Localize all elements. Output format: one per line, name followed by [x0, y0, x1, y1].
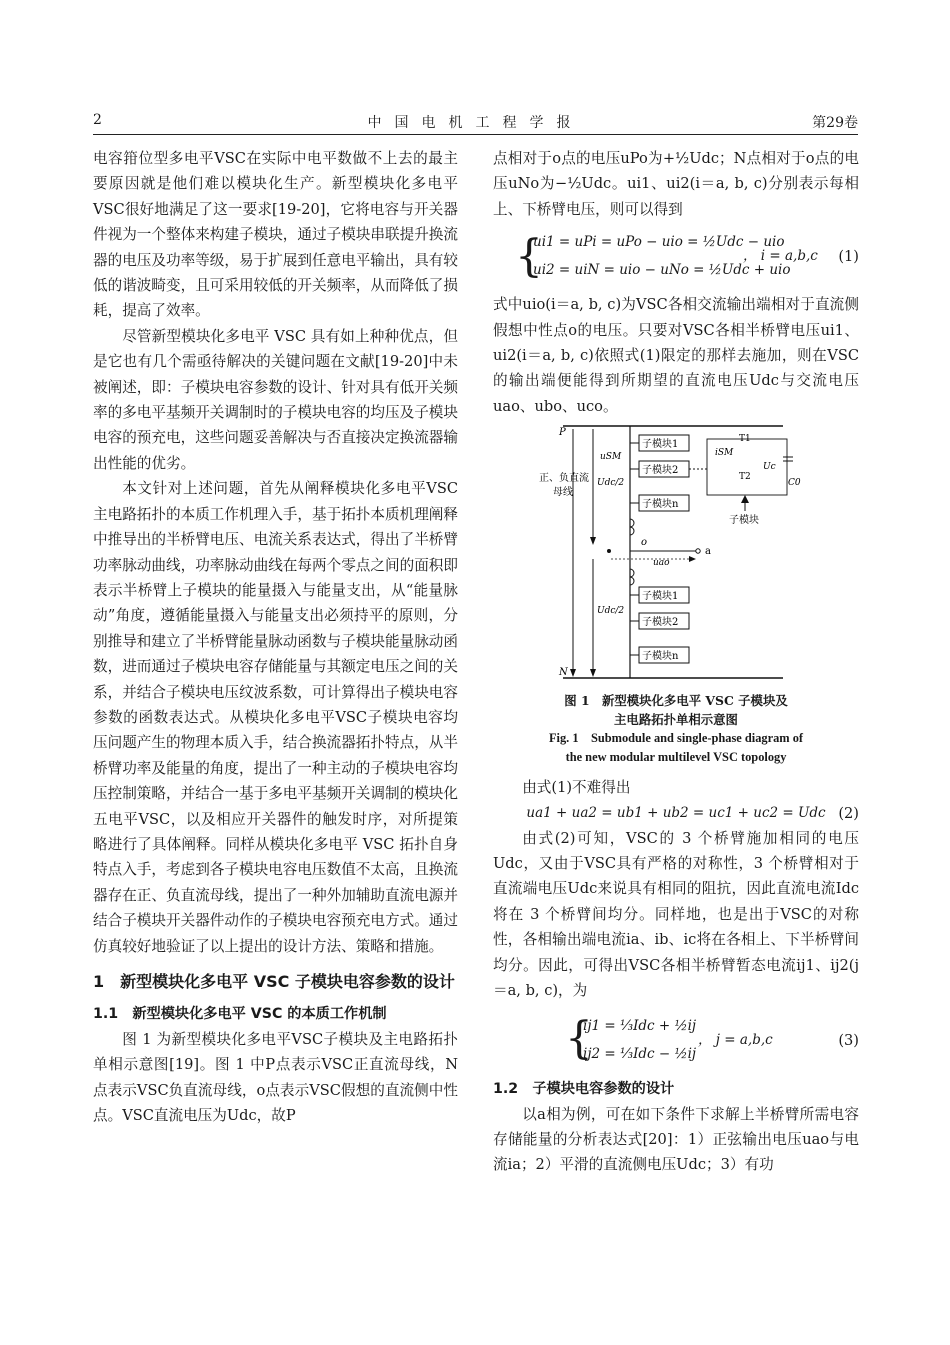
node-P: P — [559, 427, 566, 439]
udc-half-bottom: Udc/2 — [597, 606, 625, 617]
paragraph: 电容箝位型多电平VSC在实际中电平数做不上去的最主要原因就是他们难以模块化生产。新型模块化多电平VSC很好地满足了这一要求[19-20]，它将电容与开关器件视为一个整体来构建子模块，通过子模块串联提升换流器的电压及功率等级，易于扩展到任意电平输出，具有较低的谐波畸变，且可采用较低的开关频率，从而降低了损耗，提高了效率。 — [93, 150, 458, 320]
equation-number: (1) — [838, 248, 859, 266]
submodule-label: 子模块1 — [642, 439, 679, 451]
paragraph: 式中uio(i＝a, b, c)为VSC各相交流输出端相对于直流侧假想中性点o的电压。只要对VSC各相半桥臂电压ui1、ui2(i＝a, b, c)依照式(1)限定的那样去施加，则在VSC的输出端便能得到所期望的直流电压Udc与交流电压uao、ubo、uco。 — [493, 296, 859, 415]
section-heading: 1 新型模块化多电平 VSC 子模块电容参数的设计 — [93, 972, 455, 991]
bus-label: 母线 — [553, 487, 573, 499]
usm-label: uSM — [600, 452, 622, 463]
submodule-label: 子模块2 — [642, 465, 679, 477]
figure-1 — [493, 423, 859, 685]
figure-caption-en: Fig. 1 Submodule and single-phase diagram of — [548, 731, 804, 746]
equation-2 — [493, 801, 859, 826]
equation-number: (3) — [838, 1031, 859, 1049]
submodule-label: 子模块1 — [642, 591, 679, 603]
equation-condition: ， i = a,b,c — [743, 248, 818, 265]
page-header — [93, 112, 858, 135]
journal-name: 中国电机工程学报 — [367, 115, 584, 131]
paragraph: 尽管新型模块化多电平 VSC 具有如上种种优点，但是它也有几个需亟待解决的关键问题在文献[19-20]中未被阐述，即：子模块电容参数的设计、针对具有低开关频率的多电平基频开关调制时的子模块电容的均压及子模块电容的预充电，这些问题妥善解决与否直接决定换流器输出性能的优劣。 — [93, 327, 458, 472]
uao-label: uao — [653, 558, 670, 569]
page-number: 2 — [93, 112, 102, 128]
udc-half-top: Udc/2 — [597, 478, 625, 489]
submodule-label: 子模块n — [642, 651, 679, 663]
equation-number: (2) — [838, 804, 859, 822]
equation-3 — [493, 1008, 859, 1074]
node-a: a — [705, 546, 711, 558]
equation-line: ui2 = uiN = uio − uNo = ½Udc + uio — [533, 262, 791, 279]
brace: { — [515, 231, 543, 283]
figure-caption-cn: 主电路拓扑单相示意图 — [614, 712, 738, 728]
paragraph: 由式(1)不难得出 — [522, 779, 631, 797]
switch-T2: T2 — [739, 472, 751, 483]
figure-caption-en: the new modular multilevel VSC topology — [565, 750, 787, 765]
paragraph: 图 1 为新型模块化多电平VSC子模块及主电路拓扑单相示意图[19]。图 1 中P点表示VSC正直流母线，N点表示VSC负直流母线，o点表示VSC假想的直流侧中性点。VSC直流电压为Udc，故P — [93, 1031, 458, 1125]
bus-label: 正、负直流 — [539, 473, 589, 485]
volume-label: 第29卷 — [812, 115, 858, 131]
circuit-diagram — [493, 423, 859, 685]
paragraph: 由式(2)可知，VSC的 3 个桥臂施加相同的电压Udc，又由于VSC具有严格的对称性，3 个桥臂相对于直流端电压Udc来说具有相同的阻抗，因此直流电流Idc将在 3 个桥臂间均分。同样地，也是出于VSC的对称性，各相输出端电流ia、ib、ic将在各相上、下半桥臂间均分。因此，可得出VSC各相半桥臂暂态电流ij1、ij2(j＝a, b, c)，为 — [493, 829, 859, 1000]
right-column — [493, 146, 859, 1178]
switch-T1: T1 — [739, 434, 751, 445]
paragraph: 以a相为例，可在如下条件下求解上半桥臂所需电容存储能量的分析表达式[20]：1）正弦输出电压uao与电流ia；2）平滑的直流侧电压Udc；3）有功 — [493, 1105, 859, 1174]
subsection-heading: 1.2 子模块电容参数的设计 — [493, 1080, 675, 1097]
paragraph: 点相对于o点的电压uPo为+½Udc；N点相对于o点的电压uNo为−½Udc。ui1、ui2(i＝a, b, c)分别表示每相上、下桥臂电压，则可以得到 — [493, 150, 859, 218]
equation-line: ui1 = uPi = uPo − uio = ½Udc − uio — [533, 234, 785, 251]
brace: { — [565, 1012, 593, 1064]
equation-1 — [493, 226, 859, 290]
uc-label: Uc — [763, 462, 776, 473]
figure-caption-cn: 图 1 新型模块化多电平 VSC 子模块及 — [564, 693, 788, 709]
ism-label: iSM — [715, 448, 734, 459]
submodule-label: 子模块n — [642, 499, 679, 511]
subsection-heading: 1.1 新型模块化多电平 VSC 的本质工作机制 — [93, 1006, 387, 1022]
node-o: o — [641, 537, 648, 549]
left-column — [93, 146, 458, 1129]
submodule-label: 子模块2 — [642, 617, 679, 629]
node-N: N — [559, 667, 568, 679]
equation-line: ua1 + ua2 = ub1 + ub2 = uc1 + uc2 = Udc — [526, 804, 826, 821]
equation-condition: ， j = a,b,c — [698, 1031, 773, 1048]
equation-line: ij1 = ⅓Idc + ½ij — [583, 1017, 697, 1034]
paragraph: 本文针对上述问题，首先从阐释模块化多电平VSC主电路拓扑的本质工作机理入手，基于拓扑本质机理阐释中推导出的半桥臂电压、电流关系表达式，得出了半桥臂功率脉动曲线，功率脉动曲线在每两个零点之间的面积即表示半桥臂上子模块的能量摄入与能量支出，从“能量脉动”角度，遵循能量摄入与能量支出必须持平的原则，分别推导和建立了半桥臂能量脉动函数与子模块能量脉动函数，进而通过子模块电容存储能量与其额定电压之间的关系，并结合子模块电压纹波系数，可计算得出子模块电容参数的函数表达式。从模块化多电平VSC子模块电容均压问题产生的物理本质入手，结合换流器拓扑特点，从半桥臂功率及能量的角度，提出了一种主动的子模块电容均压控制策略，并结合一基于多电平基频开关调制的模块化五电平VSC，以及相应开关器件的触发时序，对所提策略进行了具体阐释。同样从模块化多电平 VSC 拓扑自身特点入手，考虑到各子模块电容电压数值不太高，且换流器存在正、负直流母线，提出了一种外加辅助直流电源并结合子模块开关器件动作的子模块电容预充电方式。通过仿真较好地验证了以上提出的设计方法、策略和措施。 — [93, 480, 458, 955]
submodule-caption: 子模块 — [729, 515, 759, 527]
c0-label: C0 — [788, 478, 801, 489]
equation-line: ij2 = ⅓Idc − ½ij — [583, 1045, 697, 1062]
